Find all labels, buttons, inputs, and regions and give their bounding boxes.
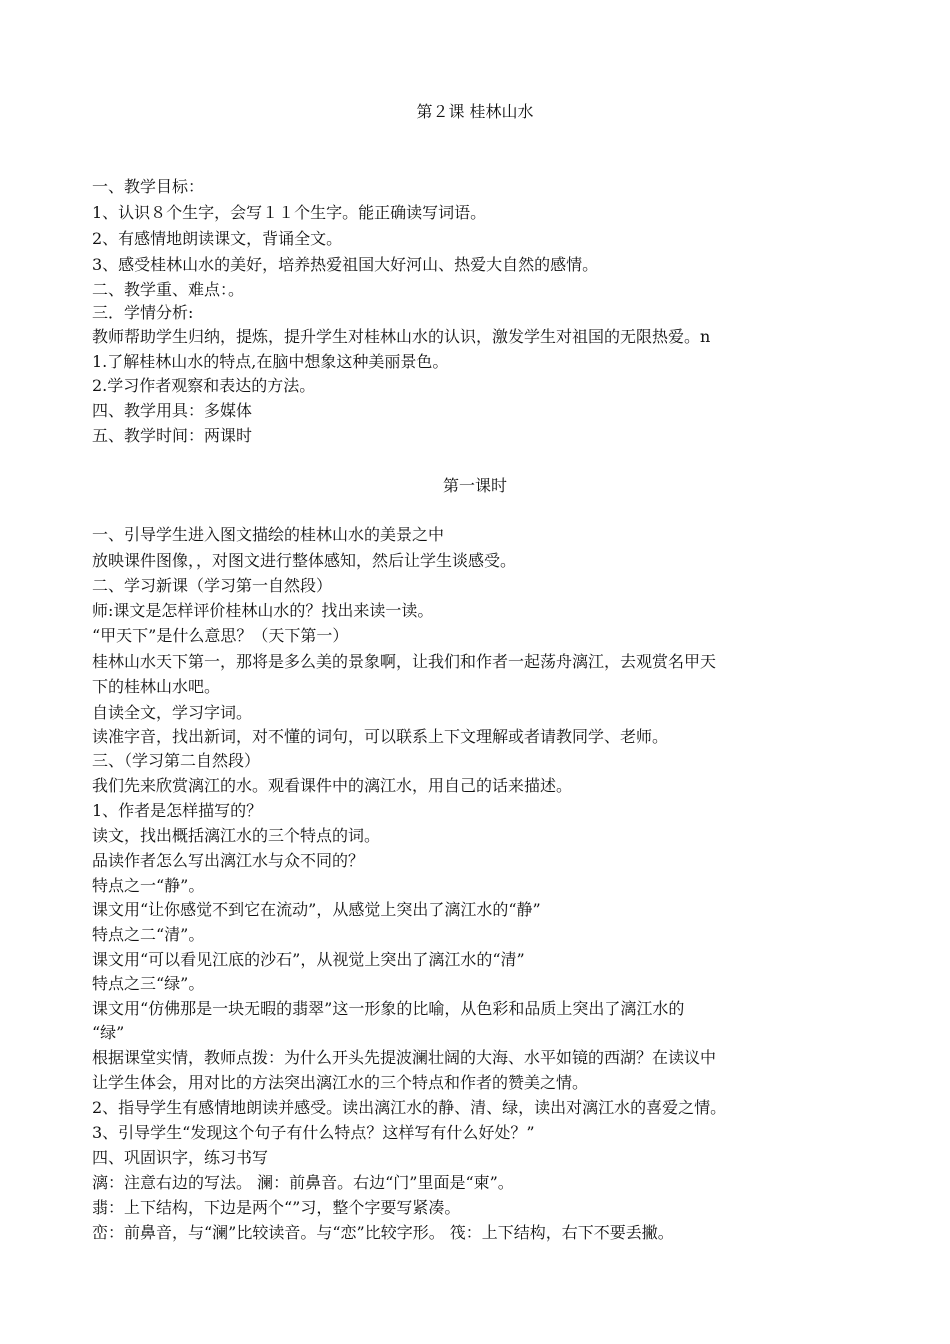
- text-line: 三．学情分析:: [92, 303, 194, 322]
- text-line: “甲天下”是什么意思？（天下第一）: [92, 626, 349, 645]
- text-line: 特点之二“清”。: [92, 925, 205, 944]
- text-line: 四、巩固识字，练习书写: [92, 1148, 269, 1167]
- text-line: 特点之一“静”。: [92, 876, 205, 895]
- text-line: 特点之三“绿”。: [92, 974, 205, 993]
- text-line: 2、有感情地朗读课文，背诵全文。: [92, 229, 343, 248]
- text-line: “绿”: [92, 1023, 125, 1042]
- text-line: 1.了解桂林山水的特点,在脑中想象这种美丽景色。: [92, 352, 449, 371]
- text-line: 一、教学目标：: [92, 177, 205, 196]
- text-line: 三、（学习第二自然段）: [92, 751, 261, 770]
- text-line: 师:课文是怎样评价桂林山水的？找出来读一读。: [92, 601, 434, 620]
- text-line: 读准字音，找出新词，对不懂的词句，可以联系上下文理解或者请教同学、老师。: [92, 727, 669, 746]
- text-line: 峦：前鼻音，与“澜”比较读音。与“恋”比较字形。 筏：上下结构，右下不要丢撇。: [92, 1223, 674, 1242]
- text-line: 3、引导学生“发现这个句子有什么特点？这样写有什么好处？”: [92, 1123, 535, 1142]
- text-line: 教师帮助学生归纳，提炼，提升学生对桂林山水的认识，激发学生对祖国的无限热爱。n: [92, 327, 711, 346]
- text-line: 1、认识８个生字，会写１１个生字。能正确读写词语。: [92, 203, 487, 222]
- text-line: 3、感受桂林山水的美好，培养热爱祖国大好河山、热爱大自然的感情。: [92, 255, 599, 274]
- text-line: 翡：上下结构，下边是两个“”习，整个字要写紧凑。: [92, 1198, 461, 1217]
- text-line: 我们先来欣赏漓江的水。观看课件中的漓江水，用自己的话来描述。: [92, 776, 573, 795]
- text-line: 让学生体会，用对比的方法突出漓江水的三个特点和作者的赞美之情。: [92, 1073, 589, 1092]
- text-line: 桂林山水天下第一，那将是多么美的景象啊，让我们和作者一起荡舟漓江，去观赏名甲天: [92, 652, 717, 671]
- text-line: 2、指导学生有感情地朗读并感受。读出漓江水的静、清、绿，读出对漓江水的喜爱之情。: [92, 1098, 727, 1117]
- text-line: 课文用“可以看见江底的沙石”，从视觉上突出了漓江水的“清”: [92, 950, 525, 969]
- text-line: 自读全文，学习字词。: [92, 703, 253, 722]
- text-line: 根据课堂实情，教师点拨：为什么开头先提波澜壮阔的大海、水平如镜的西湖？在读议中: [92, 1048, 717, 1067]
- section-title: 第一课时: [442, 476, 507, 495]
- text-line: 五、教学时间：两课时: [92, 426, 253, 445]
- text-line: 品读作者怎么写出漓江水与众不同的？: [92, 851, 365, 870]
- text-line: 1、作者是怎样描写的？: [92, 801, 263, 820]
- text-line: 课文用“仿佛那是一块无暇的翡翠”这一形象的比喻，从色彩和品质上突出了漓江水的: [92, 999, 685, 1018]
- text-line: 二、教学重、难点：。: [92, 280, 245, 299]
- page-title: 第２课 桂林山水: [416, 102, 534, 121]
- text-line: 一、引导学生进入图文描绘的桂林山水的美景之中: [92, 525, 445, 544]
- text-line: 课文用“让你感觉不到它在流动”，从感觉上突出了漓江水的“静”: [92, 900, 541, 919]
- text-line: 漓：注意右边的写法。 澜：前鼻音。右边“门”里面是“柬”。: [92, 1173, 514, 1192]
- text-line: 下的桂林山水吧。: [92, 677, 221, 696]
- text-line: 放映课件图像，，对图文进行整体感知，然后让学生谈感受。: [92, 551, 517, 570]
- text-line: 2.学习作者观察和表达的方法。: [92, 376, 316, 395]
- text-line: 二、学习新课（学习第一自然段）: [92, 576, 333, 595]
- text-line: 四、教学用具：多媒体: [92, 401, 253, 420]
- text-line: 读文，找出概括漓江水的三个特点的词。: [92, 826, 381, 845]
